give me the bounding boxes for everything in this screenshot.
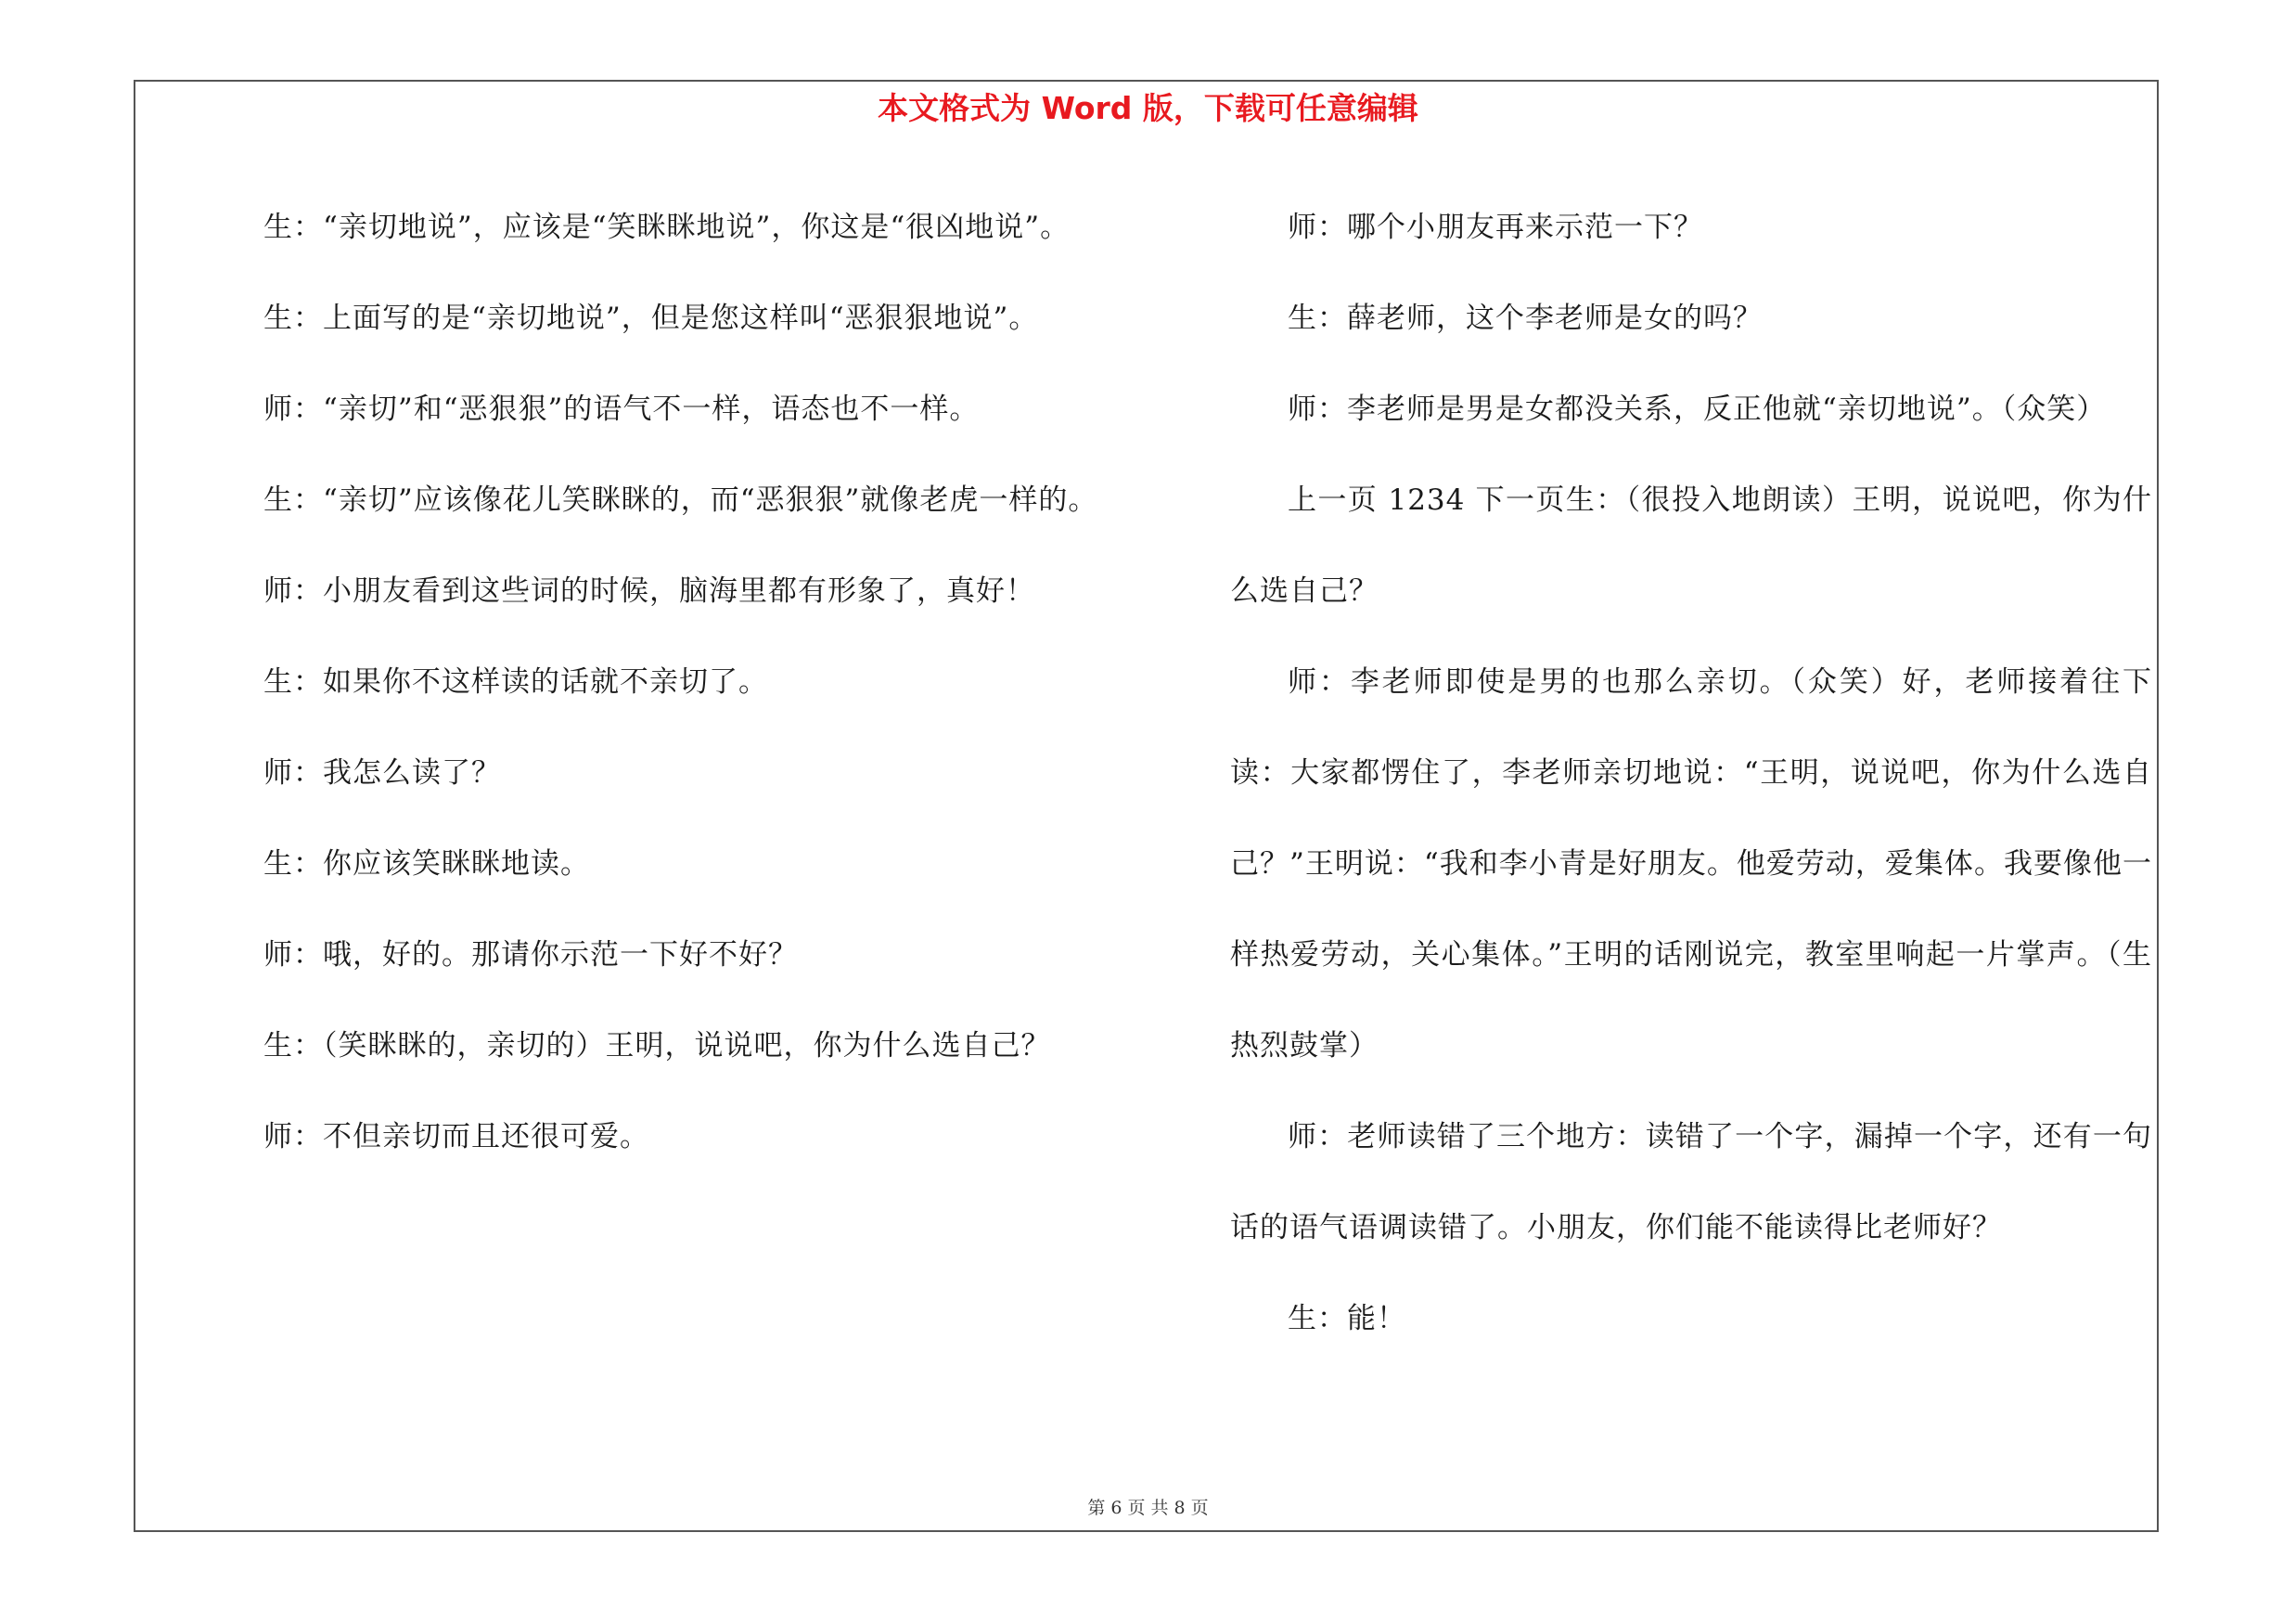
paragraph: 生：（笑眯眯的，亲切的）王明，说说吧，你为什么选自己？ (263, 1029, 1051, 1063)
header-banner: 本文格式为 Word 版，下载可任意编辑 (878, 90, 1418, 126)
paragraph: 师：哦，好的。那请你示范一下好不好？ (263, 938, 798, 972)
paragraph: 生：薛老师，这个李老师是女的吗？ (1288, 302, 1763, 335)
paragraph: 师：“亲切”和“恶狠狠”的语气不一样，语态也不一样。 (263, 393, 980, 426)
paragraph: 师：不但亲切而且还很可爱。 (263, 1120, 649, 1153)
paragraph: 生：如果你不这样读的话就不亲切了。 (263, 665, 768, 699)
paragraph: 生：“亲切”应该像花儿笑眯眯的，而“恶狠狠”就像老虎一样的。 (263, 483, 1098, 517)
page-number: 第 6 页 共 8 页 (1087, 1498, 1209, 1518)
right-column (1230, 182, 2152, 1364)
paragraph: 师：哪个小朋友再来示范一下？ (1288, 211, 1703, 244)
paragraph: 师：老师读错了三个地方：读错了一个字，漏掉一个字，还有一句话的语气语调读错了。小朋友，你们能不能读得比老师好？ (1230, 1120, 2152, 1244)
paragraph: 师：我怎么读了？ (263, 756, 501, 790)
paragraph: 上一页 1234 下一页生：（很投入地朗读）王明，说说吧，你为什么选自己？ (1230, 483, 2152, 608)
paragraph: 生：“亲切地说”，应该是“笑眯眯地说”，你这是“很凶地说”。 (263, 211, 1071, 244)
paragraph: 师：李老师是男是女都没关系，反正他就“亲切地说”。（众笑） (1288, 393, 2107, 426)
paragraph: 师：小朋友看到这些词的时候，脑海里都有形象了，真好！ (263, 574, 1035, 608)
paragraph: 生：你应该笑眯眯地读。 (263, 847, 590, 881)
left-column (206, 182, 1161, 1182)
paragraph: 生：上面写的是“亲切地说”，但是您这样叫“恶狠狠地说”。 (263, 302, 1039, 335)
paragraph: 生：能！ (1288, 1302, 1406, 1335)
paragraph: 师：李老师即使是男的也那么亲切。（众笑）好，老师接着往下读：大家都愣住了，李老师亲切地说：“王明，说说吧，你为什么选自己？”王明说：“我和李小青是好朋友。他爱劳动，爱集体。我要像他一样热爱劳动，关心集体。”王明的话刚说完，教室里响起一片掌声。（生热烈鼓掌） (1230, 665, 2152, 1063)
